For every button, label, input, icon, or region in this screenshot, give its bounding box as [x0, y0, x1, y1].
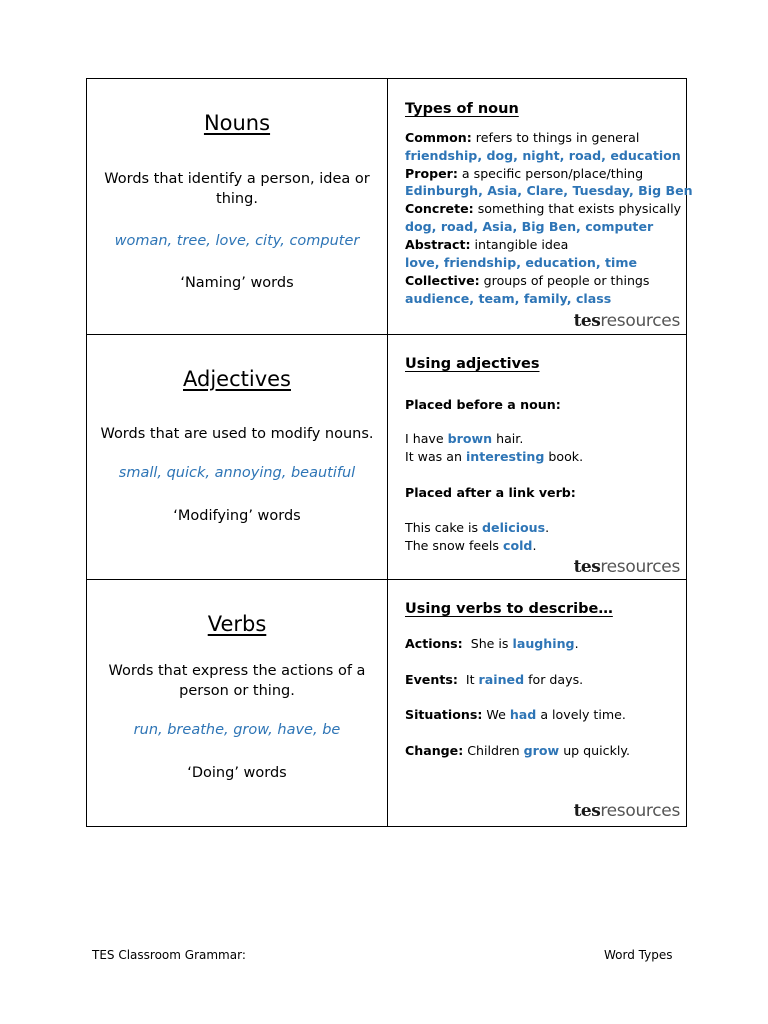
detail-line	[405, 396, 561, 414]
verbs-detail-heading: Using verbs to describe…	[405, 601, 613, 617]
body-text: up quickly.	[559, 743, 631, 758]
tes-resources-logo: tesresources	[573, 311, 680, 331]
detail-line	[405, 519, 549, 537]
detail-line	[405, 147, 681, 165]
detail-line	[405, 537, 536, 555]
body-text: .	[574, 636, 579, 651]
body-text: intangible idea	[470, 237, 569, 252]
detail-line	[405, 484, 576, 502]
body-text: Children	[463, 743, 524, 758]
body-text: a lovely time.	[536, 707, 626, 722]
label-text: Events:	[405, 672, 458, 687]
body-text: a specific person/place/thing	[457, 166, 644, 181]
detail-line	[405, 165, 643, 183]
example-word: brown	[447, 431, 493, 446]
body-text: It	[457, 672, 479, 687]
adjectives-nickname: ‘Modifying’ words	[173, 508, 301, 524]
detail-line	[405, 635, 579, 653]
detail-line	[405, 200, 681, 218]
body-text: book.	[544, 449, 584, 464]
detail-line	[405, 272, 650, 290]
adjectives-definition-cell	[87, 335, 387, 579]
word-types-table	[86, 78, 693, 827]
example-word: had	[509, 707, 537, 722]
example-word: grow	[523, 743, 560, 758]
label-text: Common:	[405, 130, 472, 145]
body-text: hair.	[492, 431, 524, 446]
example-word: delicious	[482, 520, 546, 535]
body-text: It was an	[405, 449, 466, 464]
nouns-detail-cell	[405, 79, 693, 334]
detail-line	[405, 182, 693, 200]
detail-line	[405, 254, 637, 272]
example-word: cold	[502, 538, 533, 553]
label-text: Placed after a link verb:	[405, 485, 576, 500]
label-text: Actions:	[405, 636, 463, 651]
body-text: The snow feels	[405, 538, 503, 553]
label-text: Collective:	[405, 273, 480, 288]
nouns-nickname: ‘Naming’ words	[180, 275, 294, 291]
detail-line	[405, 236, 568, 254]
body-text: something that exists physically	[473, 201, 682, 216]
detail-line	[405, 671, 583, 689]
detail-line	[405, 218, 653, 236]
nouns-examples: woman, tree, love, city, computer	[114, 233, 360, 249]
verbs-description: Words that express the actions of a person or thing.	[108, 663, 366, 699]
adjectives-title: Adjectives	[183, 367, 291, 391]
body-text: I have	[405, 431, 448, 446]
example-word: Edinburgh, Asia, Clare, Tuesday, Big Ben	[405, 183, 693, 198]
body-text: refers to things in general	[471, 130, 640, 145]
nouns-detail-heading: Types of noun	[405, 101, 519, 117]
label-text: Proper:	[405, 166, 458, 181]
nouns-title: Nouns	[203, 111, 271, 135]
example-word: laughing	[512, 636, 575, 651]
footer-right: Word Types	[604, 948, 673, 962]
nouns-description: Words that identify a person, idea or thing.	[104, 171, 370, 207]
body-text: She is	[462, 636, 513, 651]
label-text: Change:	[405, 743, 464, 758]
body-text: .	[532, 538, 537, 553]
example-word: friendship, dog, night, road, education	[405, 148, 681, 163]
footer-left: TES Classroom Grammar:	[92, 948, 246, 962]
body-text: for days.	[524, 672, 584, 687]
example-word: love, friendship, education, time	[405, 255, 637, 270]
detail-line	[405, 290, 611, 308]
example-word: dog, road, Asia, Big Ben, computer	[405, 219, 654, 234]
adjectives-description: Words that are used to modify nouns.	[100, 426, 374, 442]
example-word: rained	[478, 672, 525, 687]
column-divider	[387, 79, 388, 826]
tes-resources-logo: tesresources	[573, 801, 680, 821]
adjectives-examples: small, quick, annoying, beautiful	[118, 465, 356, 481]
adjectives-detail-heading: Using adjectives	[405, 356, 540, 372]
adjectives-detail-cell	[405, 335, 685, 579]
tes-resources-logo: tesresources	[573, 557, 680, 577]
label-text: Abstract:	[405, 237, 471, 252]
verbs-examples: run, breathe, grow, have, be	[133, 722, 341, 738]
label-text: Placed before a noun:	[405, 397, 561, 412]
body-text: .	[545, 520, 550, 535]
detail-line	[405, 706, 626, 724]
body-text: groups of people or things	[479, 273, 650, 288]
detail-line	[405, 129, 639, 147]
body-text: We	[482, 707, 510, 722]
example-word: interesting	[465, 449, 545, 464]
label-text: Concrete:	[405, 201, 474, 216]
body-text: This cake is	[405, 520, 483, 535]
detail-line	[405, 742, 630, 760]
verbs-nickname: ‘Doing’ words	[187, 765, 287, 781]
verbs-title: Verbs	[207, 612, 267, 636]
detail-line	[405, 430, 523, 448]
nouns-definition-cell	[87, 79, 387, 334]
detail-line	[405, 448, 583, 466]
verbs-definition-cell	[87, 580, 387, 828]
verbs-detail-cell	[405, 580, 685, 828]
label-text: Situations:	[405, 707, 483, 722]
example-word: audience, team, family, class	[405, 291, 612, 306]
